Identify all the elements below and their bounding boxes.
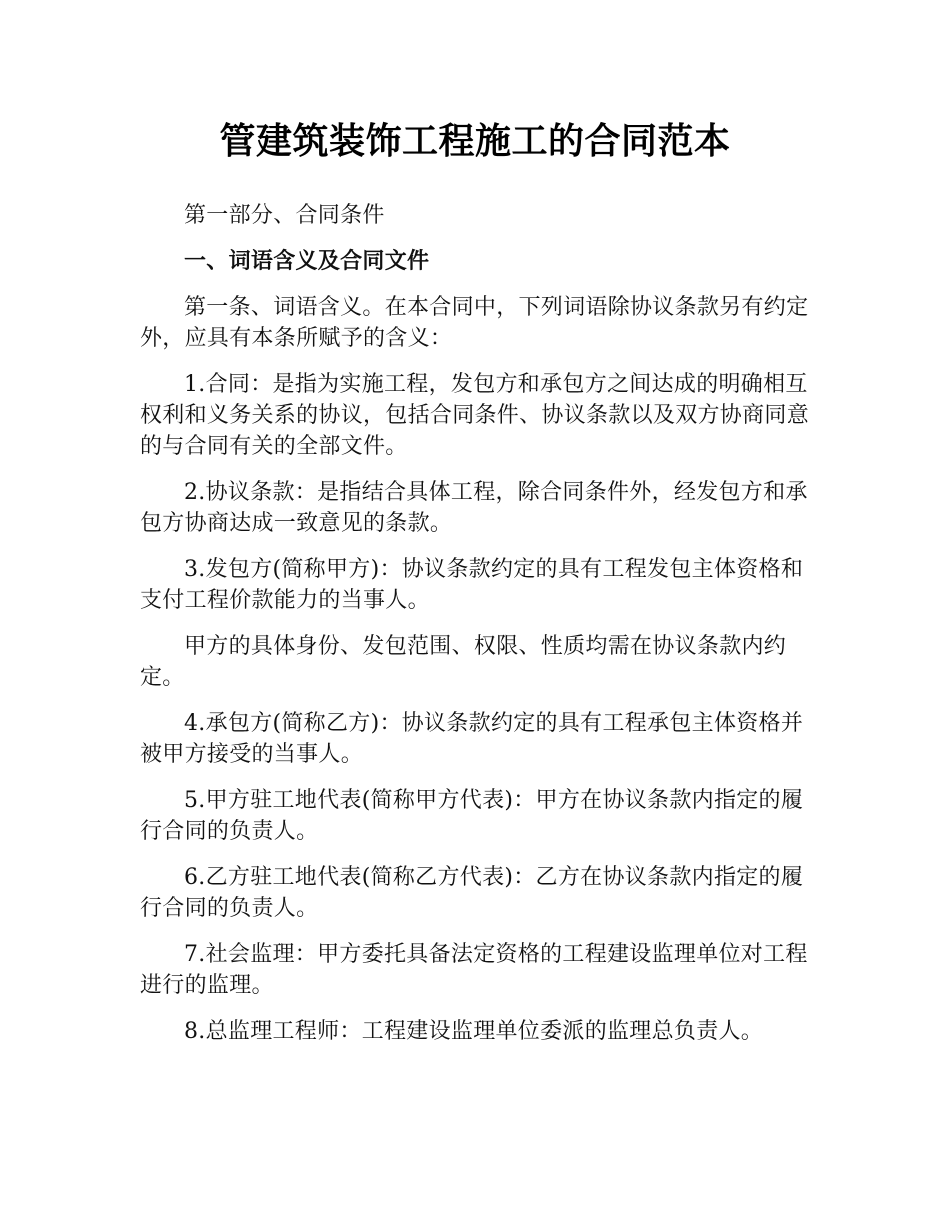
clause-paragraph: 6.乙方驻工地代表(简称乙方代表)：乙方在协议条款内指定的履行合同的负责人。 bbox=[140, 865, 804, 921]
clause-paragraph: 4.承包方(简称乙方)：协议条款约定的具有工程承包主体资格并被甲方接受的当事人。 bbox=[140, 711, 804, 767]
document-title: 管建筑装饰工程施工的合同范本 bbox=[219, 121, 731, 162]
document-body bbox=[140, 200, 815, 1062]
clause-paragraph: 8.总监理工程师：工程建设监理单位委派的监理总负责人。 bbox=[184, 1019, 764, 1044]
section-heading: 一、词语含义及合同文件 bbox=[184, 249, 430, 274]
clause-paragraph: 甲方的具体身份、发包范围、权限、性质均需在协议条款内约定。 bbox=[140, 634, 787, 690]
clause-paragraph: 2.协议条款：是指结合具体工程，除合同条件外，经发包方和承包方协商达成一致意见的条款。 bbox=[140, 480, 808, 536]
clause-paragraph: 3.发包方(简称甲方)：协议条款约定的具有工程发包主体资格和支付工程价款能力的当事人。 bbox=[140, 557, 804, 613]
part-heading: 第一部分、合同条件 bbox=[184, 203, 385, 228]
clause-paragraph: 1.合同：是指为实施工程，发包方和承包方之间达成的明确相互权利和义务关系的协议，包括合同条件、协议条款以及双方协商同意的与合同有关的全部文件。 bbox=[140, 372, 810, 459]
article-paragraph: 第一条、词语含义。在本合同中，下列词语除协议条款另有约定外，应具有本条所赋予的含义： bbox=[140, 295, 809, 351]
clause-paragraph: 7.社会监理：甲方委托具备法定资格的工程建设监理单位对工程进行的监理。 bbox=[140, 942, 808, 998]
clause-paragraph: 5.甲方驻工地代表(简称甲方代表)：甲方在协议条款内指定的履行合同的负责人。 bbox=[140, 788, 804, 844]
